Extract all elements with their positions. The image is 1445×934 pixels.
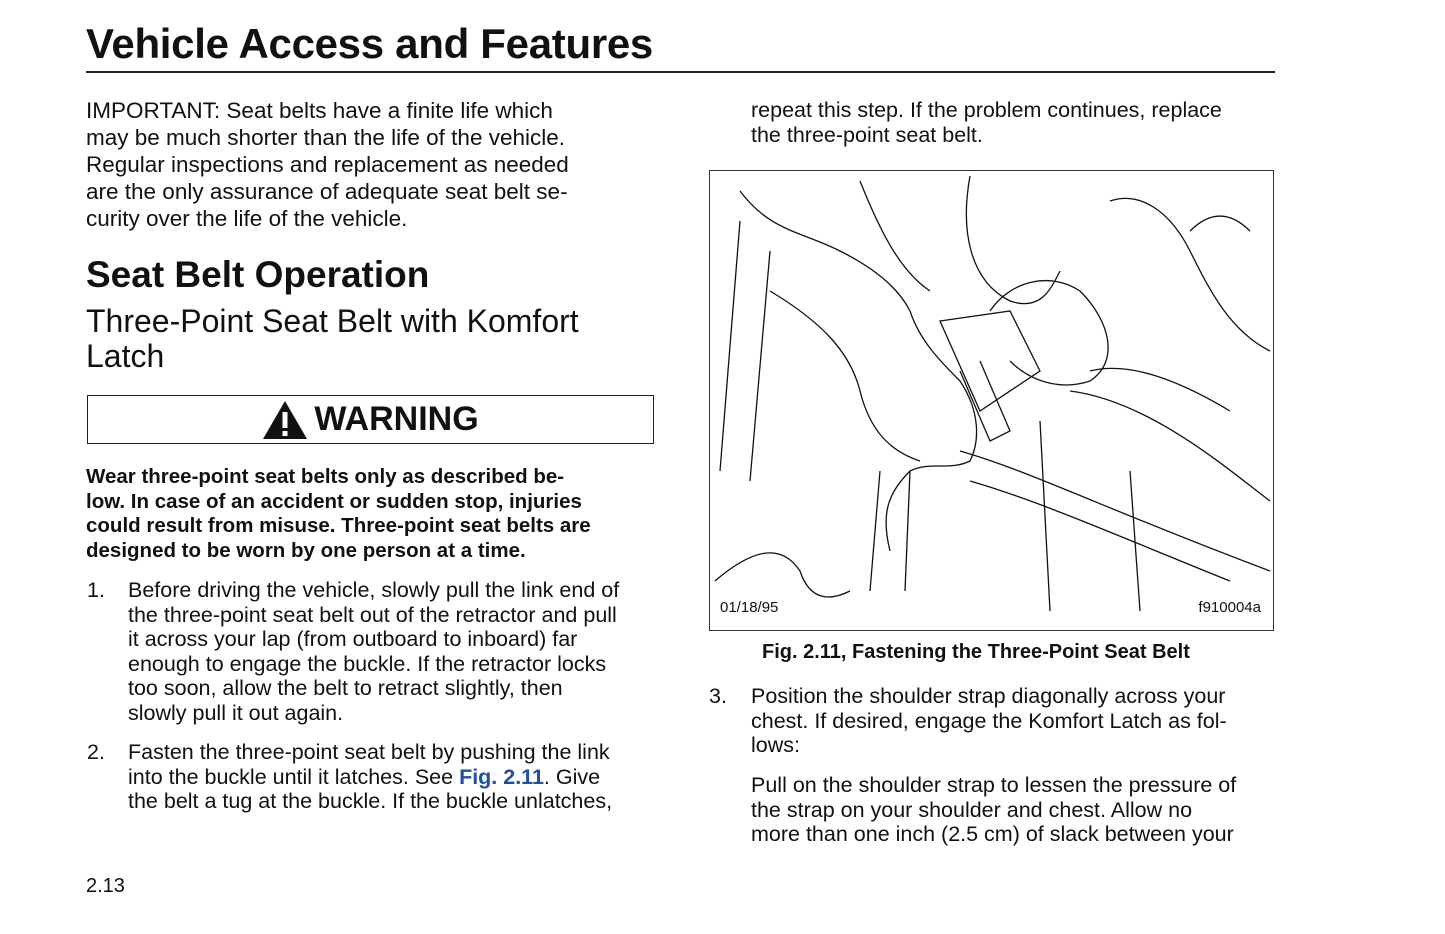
text-line: Three-Point Seat Belt with Komfort	[86, 303, 579, 339]
text-line: Pull on the shoulder strap to lessen the pressure of	[751, 773, 1237, 797]
text-line: slowly pull it out again.	[128, 700, 344, 725]
text-line: low. In case of an accident or sudden stop, injuries	[86, 489, 582, 513]
text-line: lows:	[751, 733, 800, 758]
text-line: may be much shorter than the life of the vehicle.	[86, 125, 566, 150]
step-2-continued	[751, 98, 1222, 147]
text-line: Before driving the vehicle, slowly pull the link end of	[128, 578, 620, 602]
text-line: Fasten the three-point seat belt by pushing the link	[128, 740, 610, 764]
warning-text	[86, 465, 591, 563]
text-line: could result from misuse. Three-point seat belts are	[86, 514, 591, 538]
important-note	[86, 97, 569, 232]
subsection-title	[86, 304, 579, 374]
text-line: it across your lap (from outboard to inboard) far	[128, 627, 578, 652]
text-segment: . Give	[543, 764, 601, 789]
text-line: repeat this step. If the problem continues, replace	[751, 98, 1222, 122]
text-line: chest. If desired, engage the Komfort Latch as fol-	[751, 708, 1227, 733]
text-line: are the only assurance of adequate seat belt se-	[86, 179, 568, 204]
text-line: more than one inch (2.5 cm) of slack between your	[751, 822, 1234, 847]
warning-box	[87, 395, 654, 444]
figure-link[interactable]: Fig. 2.11	[459, 764, 544, 789]
text-line: the three-point seat belt.	[751, 122, 983, 147]
text-line: too soon, allow the belt to retract slightly, then	[128, 676, 563, 701]
text-line: Position the shoulder strap diagonally across your	[751, 684, 1226, 708]
text-line: Latch	[86, 338, 165, 374]
komfort-latch-paragraph	[751, 773, 1236, 847]
text-line: designed to be worn by one person at a time.	[86, 538, 526, 562]
figure-date: 01/18/95	[720, 599, 779, 616]
warning-label: WARNING	[314, 400, 479, 438]
figure-code: f910004a	[1198, 599, 1261, 616]
figure-seat-belt	[709, 170, 1274, 631]
warning-triangle-icon	[262, 400, 308, 440]
text-line: curity over the life of the vehicle.	[86, 206, 408, 231]
step-2-text	[128, 740, 612, 814]
step-3-text	[751, 684, 1227, 758]
text-line: the belt a tug at the buckle. If the buckle unlatches,	[128, 789, 613, 814]
text-line	[128, 765, 612, 790]
step-1-text	[128, 578, 619, 726]
step-number: 1.	[87, 578, 105, 602]
page-title: Vehicle Access and Features	[86, 20, 653, 67]
text-line: the three-point seat belt out of the retractor and pull	[128, 602, 617, 627]
step-number: 3.	[709, 684, 727, 708]
text-line: enough to engage the buckle. If the retractor locks	[128, 651, 607, 676]
text-line: Wear three-point seat belts only as described be-	[86, 465, 565, 488]
text-line: IMPORTANT: Seat belts have a finite life which	[86, 98, 553, 123]
text-line: Regular inspections and replacement as needed	[86, 152, 569, 177]
text-line: the strap on your shoulder and chest. Allow no	[751, 797, 1193, 822]
figure-caption: Fig. 2.11, Fastening the Three-Point Seat Belt	[762, 641, 1190, 663]
title-rule	[86, 71, 1275, 73]
page-number: 2.13	[86, 875, 125, 897]
section-title: Seat Belt Operation	[86, 254, 430, 295]
step-number: 2.	[87, 740, 105, 764]
seat-belt-illustration	[710, 171, 1273, 630]
text-segment: into the buckle until it latches. See	[128, 764, 460, 789]
